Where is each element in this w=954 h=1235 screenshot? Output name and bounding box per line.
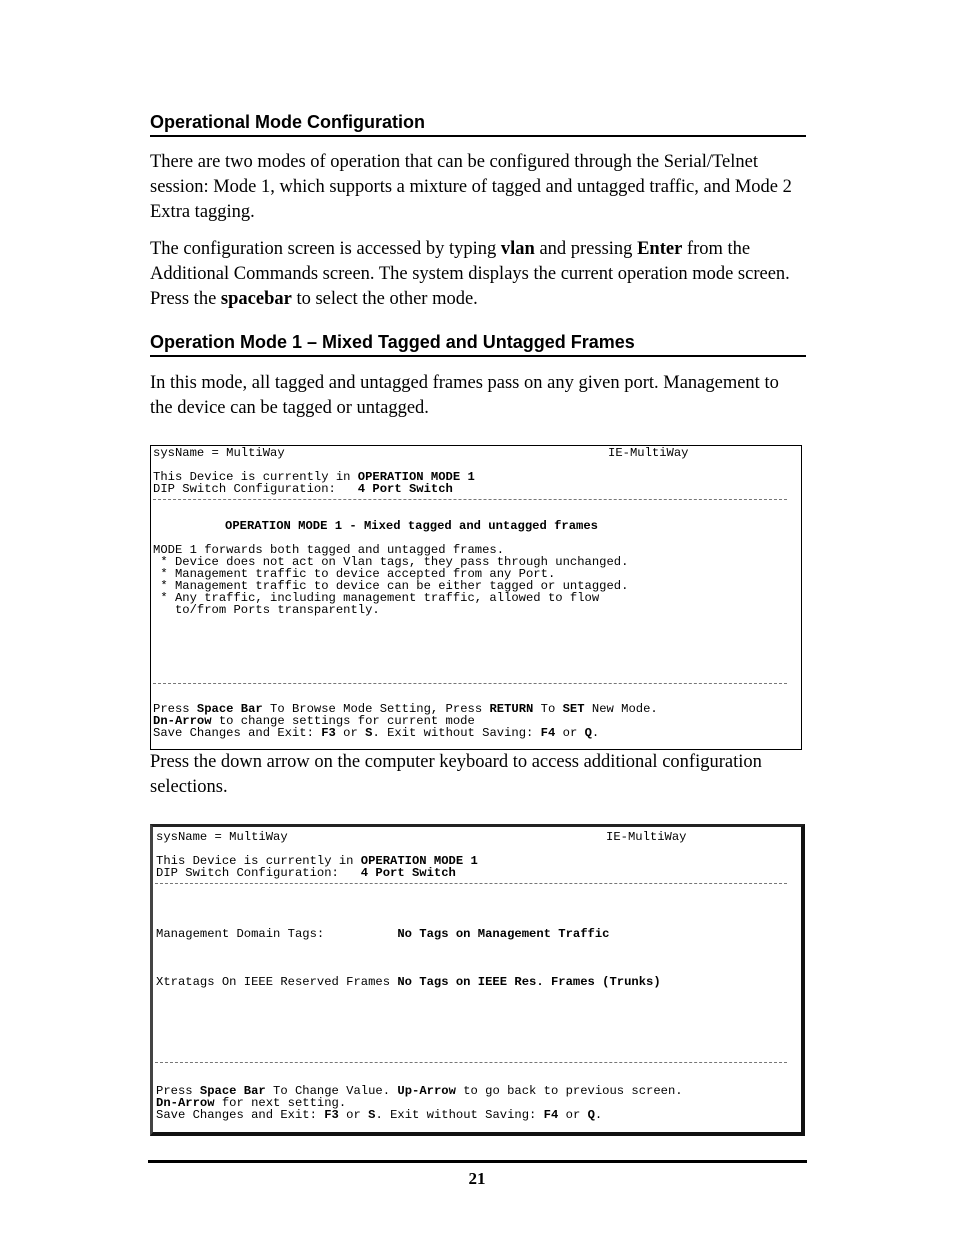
text-run: or (338, 1108, 369, 1122)
dip-switch-value: 4 Port Switch (360, 866, 456, 880)
key-f4: F4 (540, 726, 556, 740)
key-q: Q (584, 726, 592, 740)
mode-description-line: to/from Ports transparently. (153, 603, 380, 617)
text-run: . Exit without Saving: (372, 726, 541, 740)
current-mode-label: This Device is currently in (156, 854, 361, 868)
text-run: Press (156, 1084, 200, 1098)
terminal-screen-settings (150, 824, 805, 1136)
text-run: or (335, 726, 366, 740)
key-q: Q (587, 1108, 595, 1122)
key-enter: Enter (637, 239, 683, 259)
xtratags-label: Xtratags On IEEE Reserved Frames (156, 975, 398, 989)
help-line-save (153, 727, 599, 739)
mode-description-line: MODE 1 forwards both tagged and untagged frames. (153, 543, 505, 557)
text-run: . Exit without Saving: (375, 1108, 544, 1122)
text-run: To Change Value. (265, 1084, 398, 1098)
section-heading-mode-1: Operation Mode 1 – Mixed Tagged and Untagged Frames (150, 331, 806, 357)
text-run: to select the other mode. (291, 289, 478, 309)
key-space-bar: Space Bar (196, 702, 263, 716)
host-name: IE-MultiWay (606, 830, 687, 844)
mode-description-line: * Device does not act on Vlan tags, they pass through unchanged. (153, 555, 629, 569)
help-line-save (156, 1109, 602, 1121)
key-up-arrow: Up-Arrow (397, 1084, 456, 1098)
divider (153, 683, 787, 684)
mode-description-line: * Management traffic to device accepted from any Port. (153, 567, 556, 581)
terminal-screen-mode-1 (150, 445, 802, 750)
mode-1-paragraph: In this mode, all tagged and untagged frames pass on any given port. Management to the device can be tagged or untagged. (150, 373, 779, 418)
text-run: Save Changes and Exit: (156, 1108, 325, 1122)
key-dn-arrow: Dn-Arrow (156, 1096, 215, 1110)
section-heading-operational-mode: Operational Mode Configuration (150, 111, 806, 137)
management-tags-label: Management Domain Tags: (156, 927, 398, 941)
key-return: RETURN (489, 702, 534, 716)
intro-paragraph: There are two modes of operation that can be configured through the Serial/Telnet session: Mode 1, which supports a mixture of tagged and untagged traffic, and Mode 2 Extra tagging. (150, 152, 792, 222)
down-arrow-paragraph: Press the down arrow on the computer keyboard to access additional configuration selections. (150, 752, 762, 797)
key-set: SET (562, 702, 585, 716)
key-s: S (368, 1108, 376, 1122)
dip-switch-line (156, 867, 456, 879)
dip-switch-line (153, 483, 453, 495)
text-run: for next setting. (214, 1096, 347, 1110)
text-run: To Browse Mode Setting, Press (262, 702, 490, 716)
text-run: Save Changes and Exit: (153, 726, 322, 740)
dip-switch-label: DIP Switch Configuration: (153, 482, 358, 496)
divider (155, 1062, 787, 1063)
key-space-bar: Space Bar (199, 1084, 266, 1098)
current-mode-value: OPERATION MODE 1 (357, 470, 475, 484)
xtratags-value: No Tags on IEEE Res. Frames (Trunks) (397, 975, 661, 989)
current-mode-label: This Device is currently in (153, 470, 358, 484)
current-mode-value: OPERATION MODE 1 (360, 854, 478, 868)
text-run: or (555, 726, 585, 740)
key-dn-arrow: Dn-Arrow (153, 714, 212, 728)
text-run: . (594, 1108, 603, 1122)
sysname-label: sysName = MultiWay (153, 446, 285, 460)
text-run: to go back to previous screen. (455, 1084, 683, 1098)
key-s: S (365, 726, 373, 740)
text-run: To (533, 702, 563, 716)
divider (155, 883, 787, 884)
host-name: IE-MultiWay (608, 446, 689, 460)
text-run: . (591, 726, 600, 740)
access-paragraph (150, 237, 806, 312)
text-run: New Mode. (584, 702, 658, 716)
command-vlan: vlan (500, 239, 535, 259)
key-f4: F4 (543, 1108, 559, 1122)
text-run: from the Additional Commands screen. The system displays the current operation mode screen. Press the (150, 239, 790, 309)
dip-switch-label: DIP Switch Configuration: (156, 866, 361, 880)
mode-title: OPERATION MODE 1 - Mixed tagged and untagged frames (225, 519, 598, 533)
text-run: or (558, 1108, 588, 1122)
key-spacebar: spacebar (220, 289, 292, 309)
text-run: The configuration screen is accessed by typing (150, 239, 501, 259)
footer-rule (148, 1160, 807, 1163)
dip-switch-value: 4 Port Switch (357, 482, 453, 496)
text-run: and pressing (534, 239, 638, 259)
key-f3: F3 (324, 1108, 339, 1122)
mode-description-line: * Management traffic to device can be either tagged or untagged. (153, 579, 629, 593)
text-run: to change settings for current mode (211, 714, 475, 728)
text-run: Press (153, 702, 197, 716)
sysname-label: sysName = MultiWay (156, 830, 288, 844)
xtratags-row (156, 976, 661, 988)
key-f3: F3 (321, 726, 336, 740)
mode-description-line: * Any traffic, including management traffic, allowed to flow (153, 591, 600, 605)
page-number: 21 (468, 1169, 486, 1188)
management-tags-value: No Tags on Management Traffic (397, 927, 610, 941)
management-tags-row (156, 928, 609, 940)
divider (153, 499, 787, 500)
